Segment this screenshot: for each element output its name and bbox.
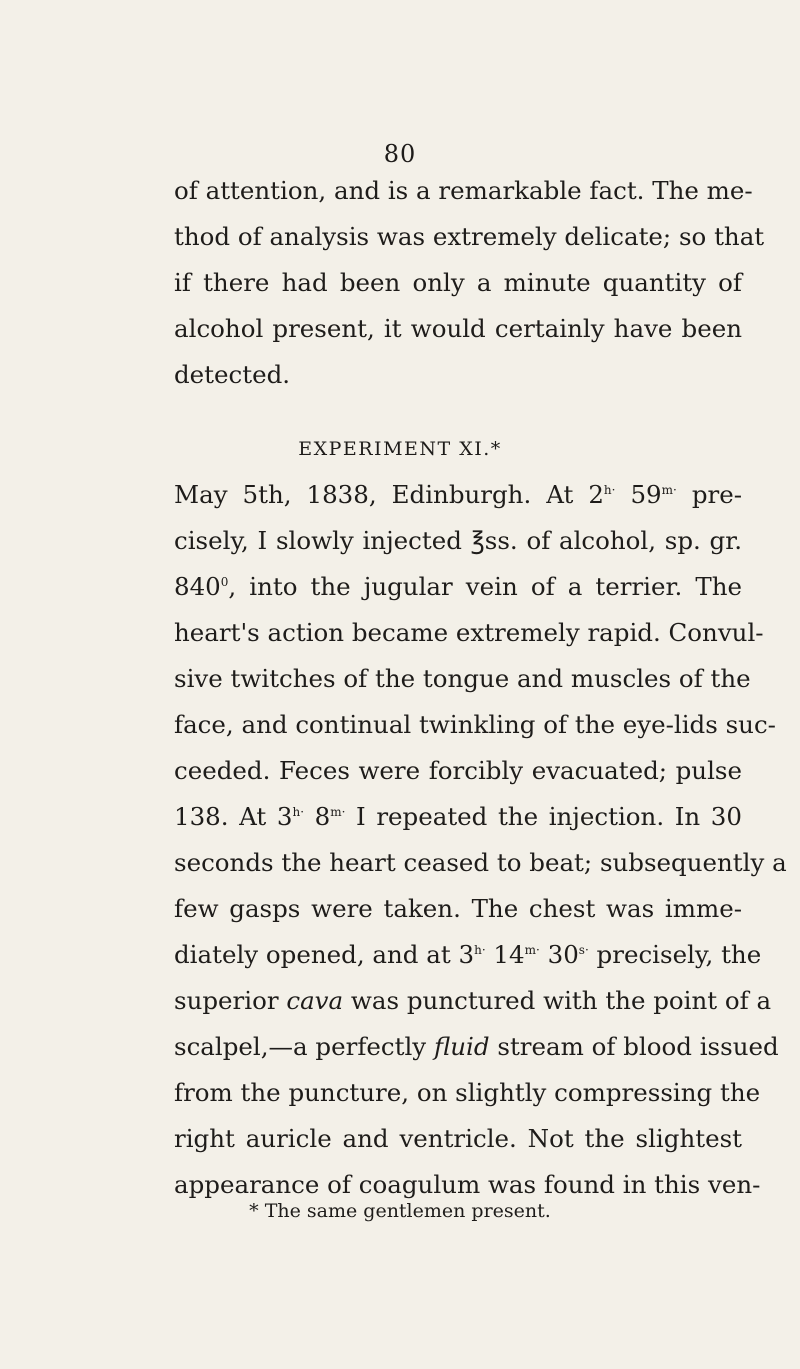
text-line: if there had been only a minute quantity of: [174, 268, 742, 297]
footnote: * The same gentlemen present.: [249, 1200, 551, 1222]
text-line: ceeded. Feces were forcibly evacuated; pulse: [174, 756, 742, 785]
text-line: right auricle and ventricle. Not the slightest: [174, 1124, 742, 1153]
text-line: 138. At $3^{h\cdot}$ $8^{m\cdot}$ I repeated the injection. In 30: [174, 802, 742, 831]
text-line: diately opened, and at $3^{h\cdot}$ $14^{m\cdot}$ $30^{s\cdot}$ precisely, the: [174, 940, 762, 969]
text-line: detected.: [174, 360, 291, 389]
experiment-paragraph: [174, 472, 787, 1208]
text-line: thod of analysis was extremely delicate; so that: [174, 222, 765, 251]
text-line: seconds the heart ceased to beat; subsequently a: [174, 848, 787, 877]
text-line: superior cava was punctured with the point of a: [174, 986, 772, 1015]
text-line: few gasps were taken. The chest was imme-: [174, 894, 742, 923]
text-line: of attention, and is a remarkable fact. The me-: [174, 176, 753, 205]
page-number: 80: [383, 140, 417, 168]
text-line: alcohol present, it would certainly have been: [174, 314, 742, 343]
paragraph-continuation: [174, 168, 765, 398]
text-line: heart's action became extremely rapid. Convul-: [174, 618, 764, 647]
section-heading: EXPERIMENT XI.*: [298, 438, 502, 460]
text-line: face, and continual twinkling of the eye-lids suc-: [174, 710, 776, 739]
text-line: scalpel,—a perfectly fluid stream of blood issued: [174, 1032, 779, 1061]
text-line: May 5th, 1838, Edinburgh. At $2^{h\cdot}$ $59^{m\cdot}$ pre-: [174, 480, 743, 509]
text-line: from the puncture, on slightly compressing the: [174, 1078, 761, 1107]
text-line: appearance of coagulum was found in this ven-: [174, 1170, 761, 1199]
text-line: $840^0$, into the jugular vein of a terrier. The: [174, 572, 742, 601]
text-line: sive twitches of the tongue and muscles of the: [174, 664, 751, 693]
text-line: cisely, I slowly injected ℥ss. of alcohol, sp. gr.: [174, 526, 742, 555]
